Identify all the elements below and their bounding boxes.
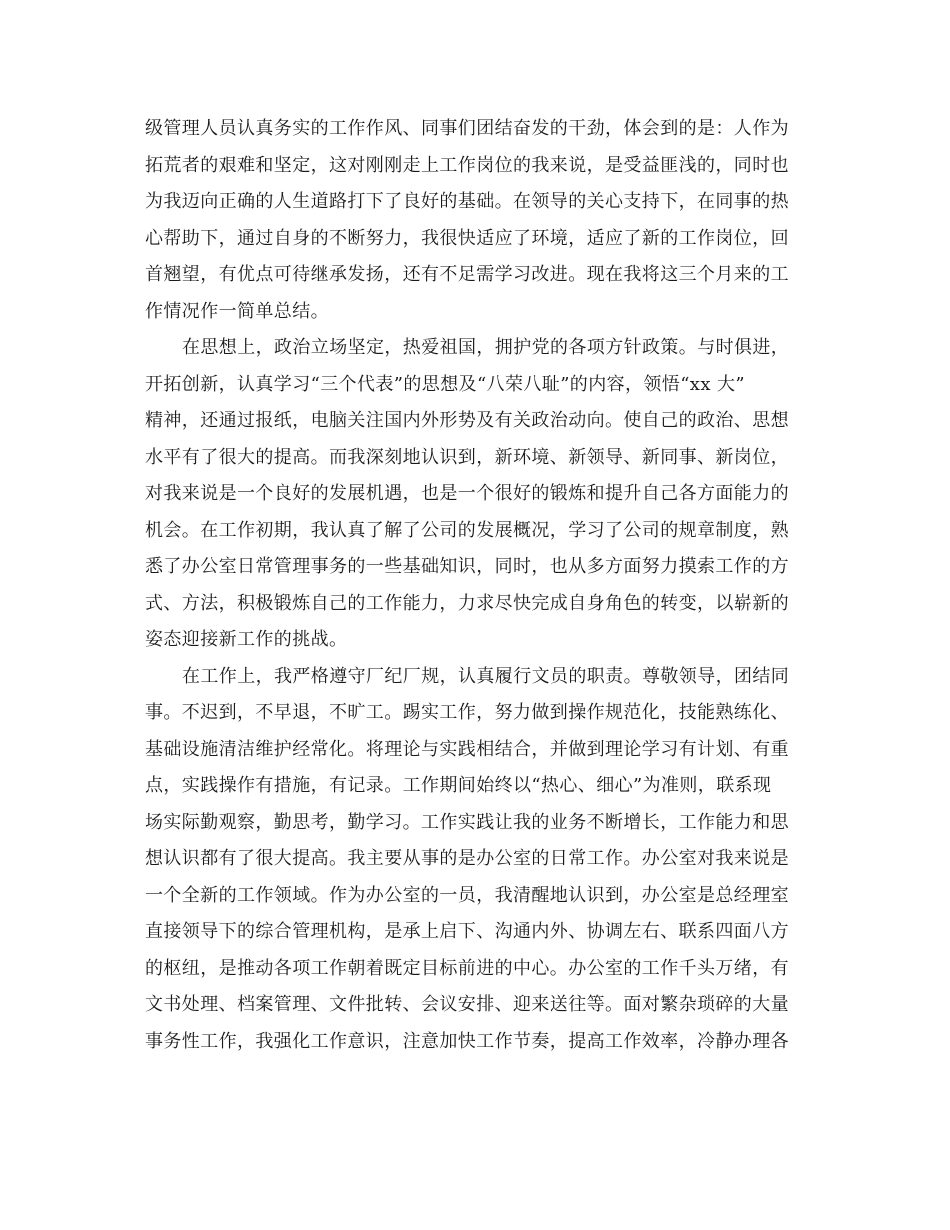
text-line: 一个全新的工作领域。作为办公室的一员，我清醒地认识到，办公室是总经理室 bbox=[145, 884, 789, 906]
text-line: 式、方法，积极锻炼自己的工作能力，力求尽快完成自身角色的转变，以崭新的 bbox=[145, 592, 789, 614]
text-line: 拓荒者的艰难和坚定，这对刚刚走上工作岗位的我来说，是受益匪浅的，同时也 bbox=[145, 154, 789, 176]
text-line: 水平有了很大的提高。而我深刻地认识到，新环境、新领导、新同事、新岗位， bbox=[145, 446, 789, 468]
text-line: 机会。在工作初期，我认真了解了公司的发展概况，学习了公司的规章制度，熟 bbox=[145, 519, 789, 541]
body-text bbox=[145, 111, 805, 1060]
text-line: 点，实践操作有措施，有记录。工作期间始终以“热心、细心”为准则，联系现 bbox=[145, 775, 772, 796]
paragraph-first-line: 在工作上，我严格遵守厂纪厂规，认真履行文员的职责。尊敬领导，团结同 bbox=[182, 665, 790, 687]
text-line: 直接领导下的综合管理机构，是承上启下、沟通内外、协调左右、联系四面八方 bbox=[145, 921, 789, 942]
text-line: 级管理人员认真务实的工作作风、同事们团结奋发的干劲，体会到的是：人作为 bbox=[145, 118, 789, 139]
text-line: 首翘望，有优点可待继承发扬，还有不足需学习改进。现在我将这三个月来的工 bbox=[145, 264, 789, 285]
text-line: 为我迈向正确的人生道路打下了良好的基础。在领导的关心支持下，在同事的热 bbox=[145, 191, 789, 212]
text-line: 作情况作一简单总结。 bbox=[145, 300, 329, 322]
text-line: 想认识都有了很大提高。我主要从事的是办公室的日常工作。办公室对我来说是 bbox=[145, 848, 789, 869]
text-line: 姿态迎接新工作的挑战。 bbox=[145, 629, 348, 650]
text-line: 悉了办公室日常管理事务的一些基础知识，同时，也从多方面努力摸索工作的方 bbox=[145, 556, 789, 577]
text-line: 事务性工作，我强化工作意识，注意加快工作节奏，提高工作效率，冷静办理各 bbox=[145, 1030, 789, 1052]
text-line: 的枢纽，是推动各项工作朝着既定目标前进的中心。办公室的工作千头万绪，有 bbox=[145, 957, 789, 979]
text-line: 对我来说是一个良好的发展机遇，也是一个很好的锻炼和提升自己各方面能力的 bbox=[145, 483, 789, 504]
text-line: 基础设施清洁维护经常化。将理论与实践相结合，并做到理论学习有计划、有重 bbox=[145, 738, 789, 760]
text-line: 场实际勤观察，勤思考，勤学习。工作实践让我的业务不断增长，工作能力和思 bbox=[145, 811, 789, 833]
text-line: 心帮助下，通过自身的不断努力，我很快适应了环境，适应了新的工作岗位，回 bbox=[145, 227, 789, 249]
text-line: 精神，还通过报纸，电脑关注国内外形势及有关政治动向。使自己的政治、思想 bbox=[145, 410, 789, 431]
text-line: 事。不迟到，不早退，不旷工。踢实工作，努力做到操作规范化，技能熟练化、 bbox=[145, 702, 789, 723]
text-line: 开拓创新，认真学习“三个代表”的思想及“八荣八耻”的内容，领悟“xx 大” bbox=[145, 373, 746, 395]
text-line: 文书处理、档案管理、文件批转、会议安排、迎来送往等。面对繁杂琐碎的大量 bbox=[145, 994, 789, 1015]
paragraph-first-line: 在思想上，政治立场坚定，热爱祖国，拥护党的各项方针政策。与时俱进， bbox=[182, 337, 790, 358]
